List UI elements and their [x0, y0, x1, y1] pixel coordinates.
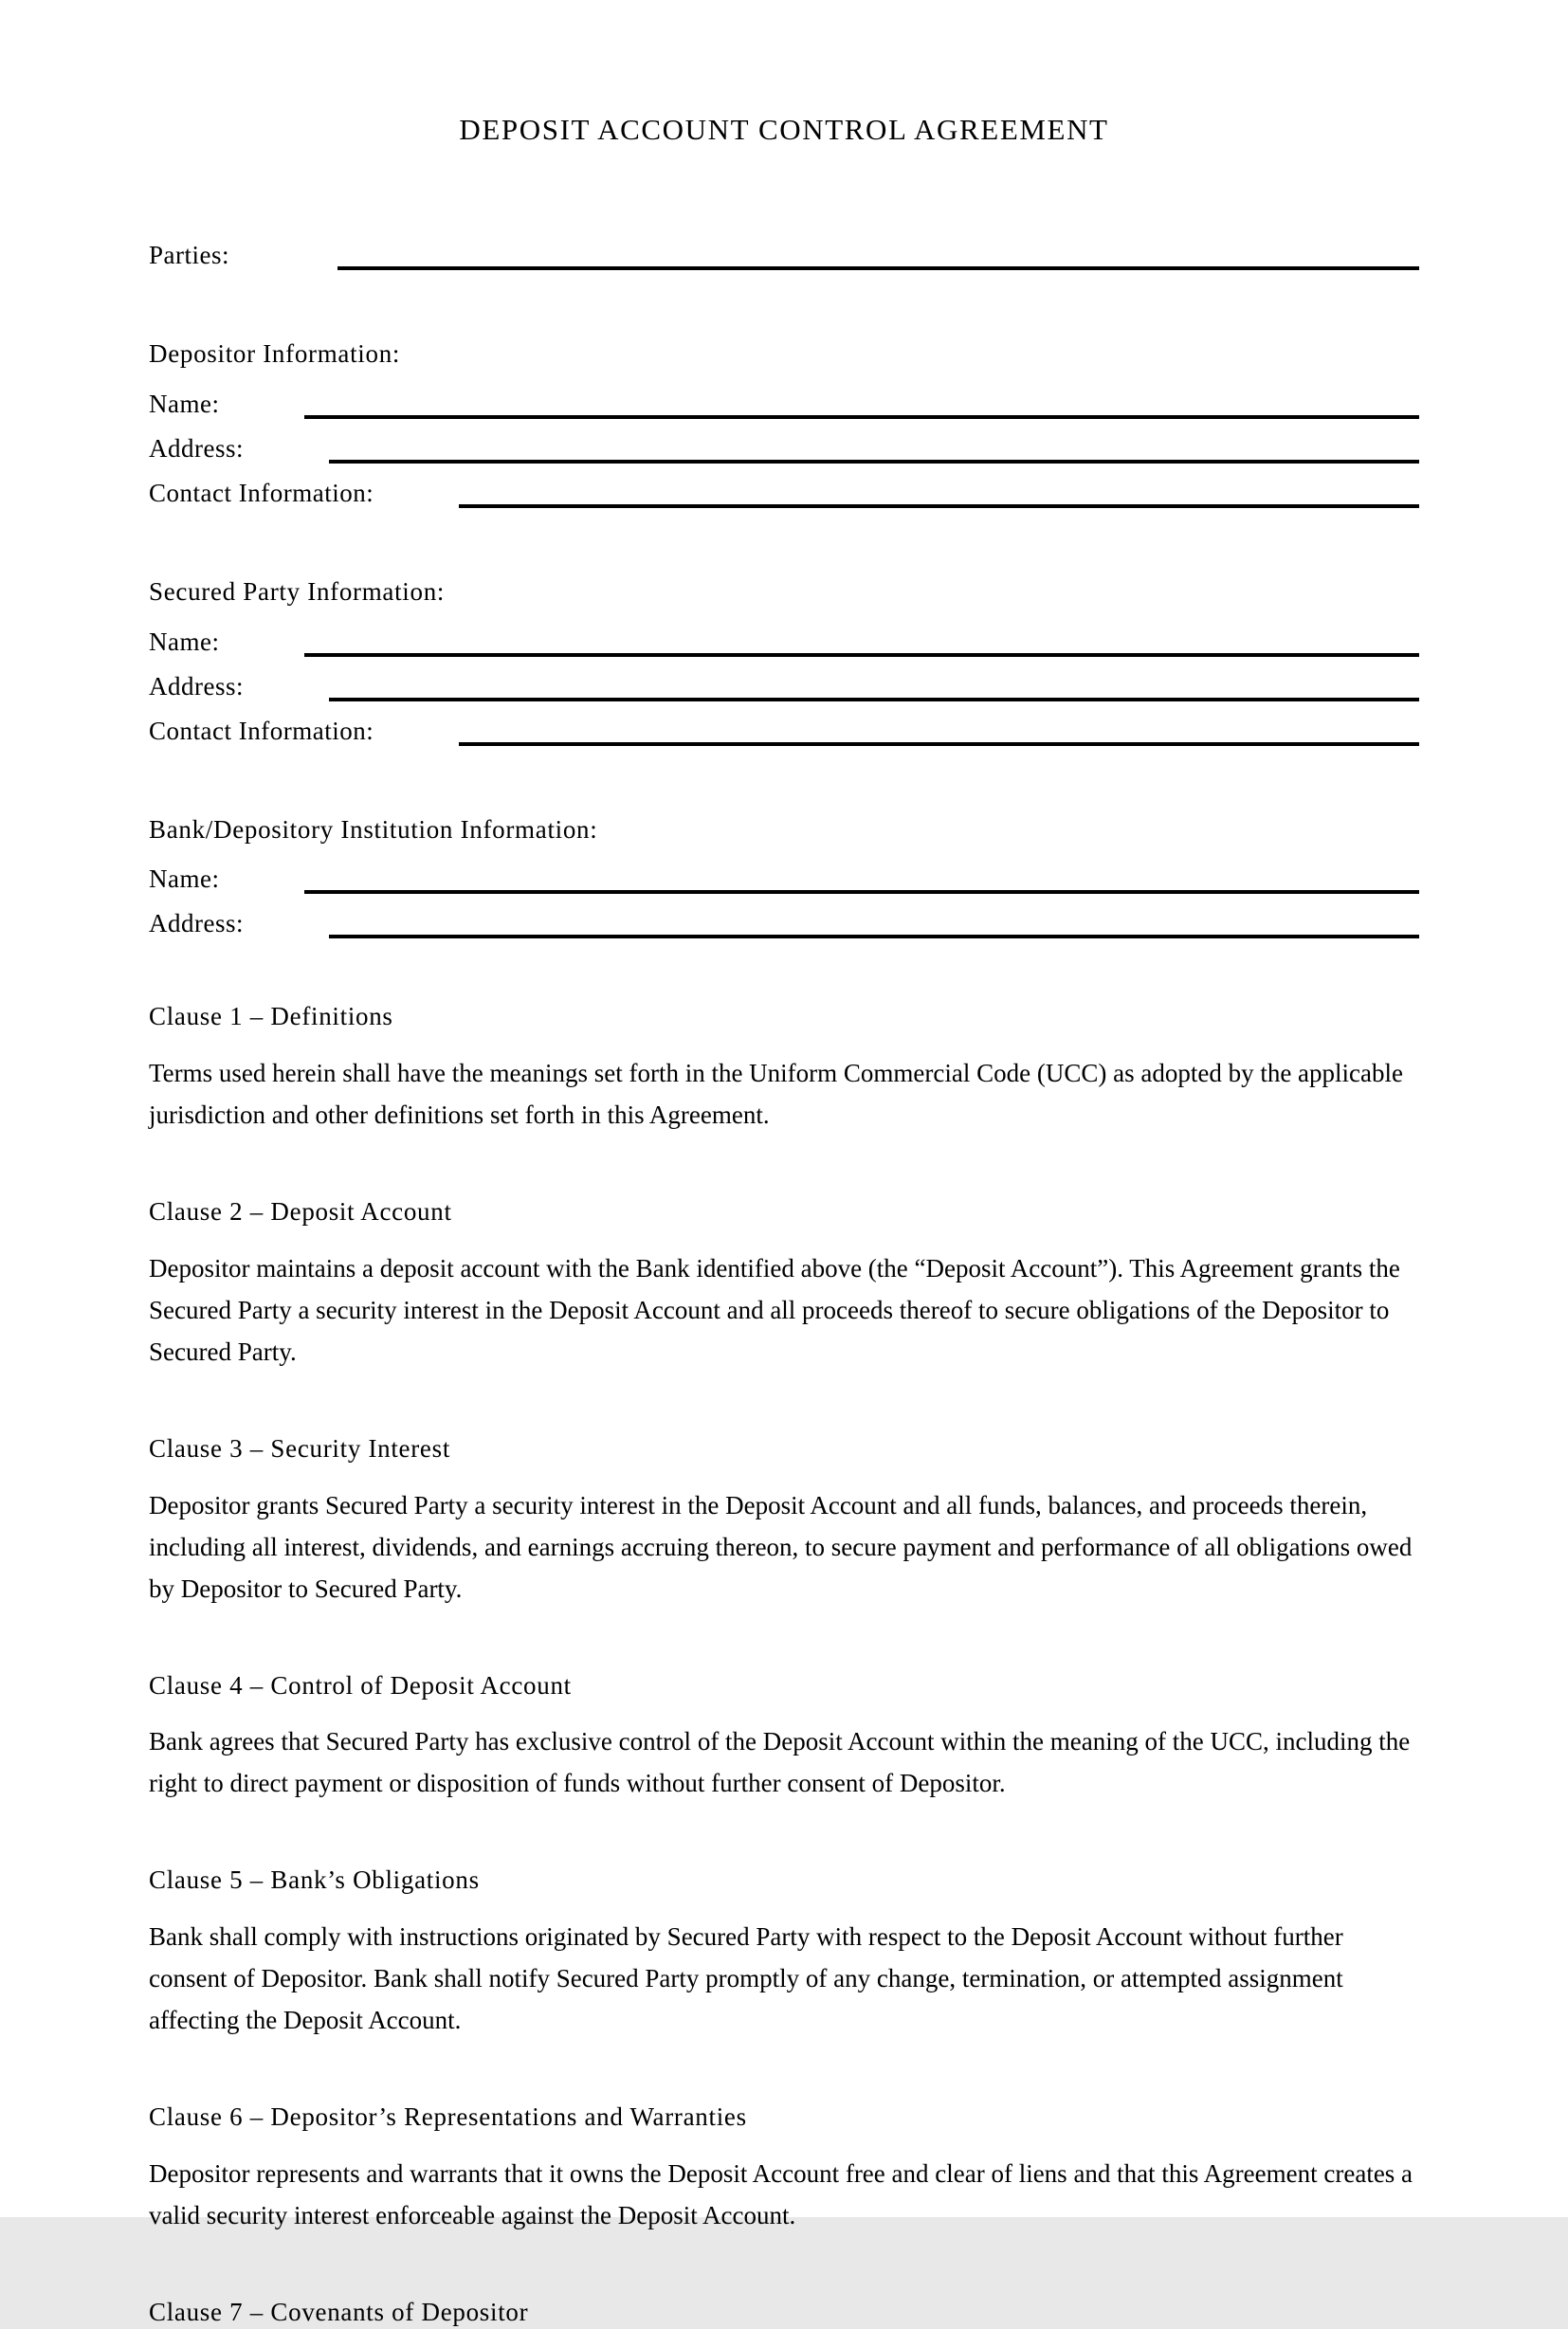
- parties-blank-line[interactable]: [337, 266, 1419, 270]
- info-sections: [149, 338, 1419, 940]
- blank-line-address[interactable]: [329, 460, 1419, 464]
- field-row-address: [149, 659, 1419, 703]
- field-row-name: [149, 851, 1419, 896]
- clause-heading-clause-7-covenants-of-depositor: Clause 7 – Covenants of Depositor: [149, 2297, 529, 2326]
- blank-line-name[interactable]: [304, 890, 1419, 894]
- clause-body-clause-6-depositor-s-representations-and-warranties: Depositor represents and warrants that it owns the Deposit Account free and clear of liens and that this Agreement creates a valid security interest enforceable against the Deposit Account.: [149, 2158, 1413, 2229]
- field-label-contact-information: Contact Information:: [149, 478, 374, 507]
- clause-heading-clause-4-control-of-deposit-account: Clause 4 – Control of Deposit Account: [149, 1670, 572, 1700]
- clause-clause-6-depositor-s-representations-and-warranties: [149, 2102, 1419, 2236]
- clause-body-clause-4-control-of-deposit-account: Bank agrees that Secured Party has exclusive control of the Deposit Account within the meaning of the UCC, including the right to direct payment or disposition of funds without further consent of Depositor.: [149, 1727, 1411, 1798]
- field-label-contact-information: Contact Information:: [149, 716, 374, 745]
- clause-body-clause-1-definitions: Terms used herein shall have the meanings set forth in the Uniform Commercial Code (UCC) as adopted by the applicable jurisdiction and other definitions set forth in this Agreement.: [149, 1059, 1403, 1130]
- field-label-name: Name:: [149, 864, 220, 894]
- field-label-address: Address:: [149, 433, 244, 463]
- clause-body-clause-5-bank-s-obligations: Bank shall comply with instructions originated by Secured Party with respect to the Deposit Account without further consent of Depositor. Bank shall notify Secured Party promptly of any change, termination, or attempted assignment affecting the Deposit Account.: [149, 1922, 1343, 2035]
- clause-clause-5-bank-s-obligations: [149, 1865, 1419, 2041]
- clause-clause-7-covenants-of-depositor: [149, 2297, 1419, 2329]
- blank-line-contact-information[interactable]: [459, 504, 1419, 508]
- clause-heading-clause-3-security-interest: Clause 3 – Security Interest: [149, 1433, 451, 1463]
- clause-clause-3-security-interest: [149, 1433, 1419, 1610]
- blank-line-address[interactable]: [329, 935, 1419, 938]
- clause-heading-clause-2-deposit-account: Clause 2 – Deposit Account: [149, 1197, 452, 1227]
- field-row-contact-information: [149, 465, 1419, 510]
- blank-line-name[interactable]: [304, 415, 1419, 419]
- field-row-address: [149, 421, 1419, 465]
- clause-heading-clause-1-definitions: Clause 1 – Definitions: [149, 1002, 393, 1031]
- clause-body-clause-2-deposit-account: Depositor maintains a deposit account with the Bank identified above (the “Deposit Account”). This Agreement grants the Secured Party a security interest in the Deposit Account and all proceeds thereof to secure obligations of the Depositor to Secured Party.: [149, 1253, 1400, 1366]
- clause-clause-2-deposit-account: [149, 1196, 1419, 1373]
- section-heading-depositor-information: Depositor Information:: [149, 339, 401, 369]
- section-bank-depository-institution-information: [149, 814, 1419, 941]
- parties-field-row: [149, 230, 1419, 272]
- field-label-address: Address:: [149, 909, 244, 938]
- blank-line-name[interactable]: [304, 653, 1419, 657]
- field-row-name: [149, 376, 1419, 421]
- field-label-name: Name:: [149, 389, 220, 418]
- clauses: [149, 1001, 1419, 2328]
- section-heading-secured-party-information: Secured Party Information:: [149, 576, 446, 606]
- parties-label: Parties:: [149, 241, 229, 270]
- blank-line-contact-information[interactable]: [459, 742, 1419, 746]
- clause-body-clause-3-security-interest: Depositor grants Secured Party a security interest in the Deposit Account and all funds, balances, and proceeds therein, including all interest, dividends, and earnings accruing thereon, to secure payment and performance of all obligations owed by Depositor to Secured Party.: [149, 1490, 1413, 1603]
- section-heading-bank-depository-institution-information: Bank/Depository Institution Information:: [149, 814, 598, 844]
- field-row-name: [149, 614, 1419, 659]
- field-row-address: [149, 896, 1419, 940]
- section-secured-party-information: [149, 576, 1419, 748]
- clause-clause-1-definitions: [149, 1001, 1419, 1136]
- field-label-address: Address:: [149, 671, 244, 701]
- clause-heading-clause-5-bank-s-obligations: Clause 5 – Bank’s Obligations: [149, 1865, 480, 1895]
- document-title: DEPOSIT ACCOUNT CONTROL AGREEMENT: [459, 113, 1109, 146]
- section-depositor-information: [149, 338, 1419, 510]
- clause-heading-clause-6-depositor-s-representations-and-warranties: Clause 6 – Depositor’s Representations and Warranties: [149, 2102, 747, 2132]
- clause-clause-4-control-of-deposit-account: [149, 1670, 1419, 1805]
- field-row-contact-information: [149, 703, 1419, 748]
- blank-line-address[interactable]: [329, 698, 1419, 701]
- field-label-name: Name:: [149, 627, 220, 656]
